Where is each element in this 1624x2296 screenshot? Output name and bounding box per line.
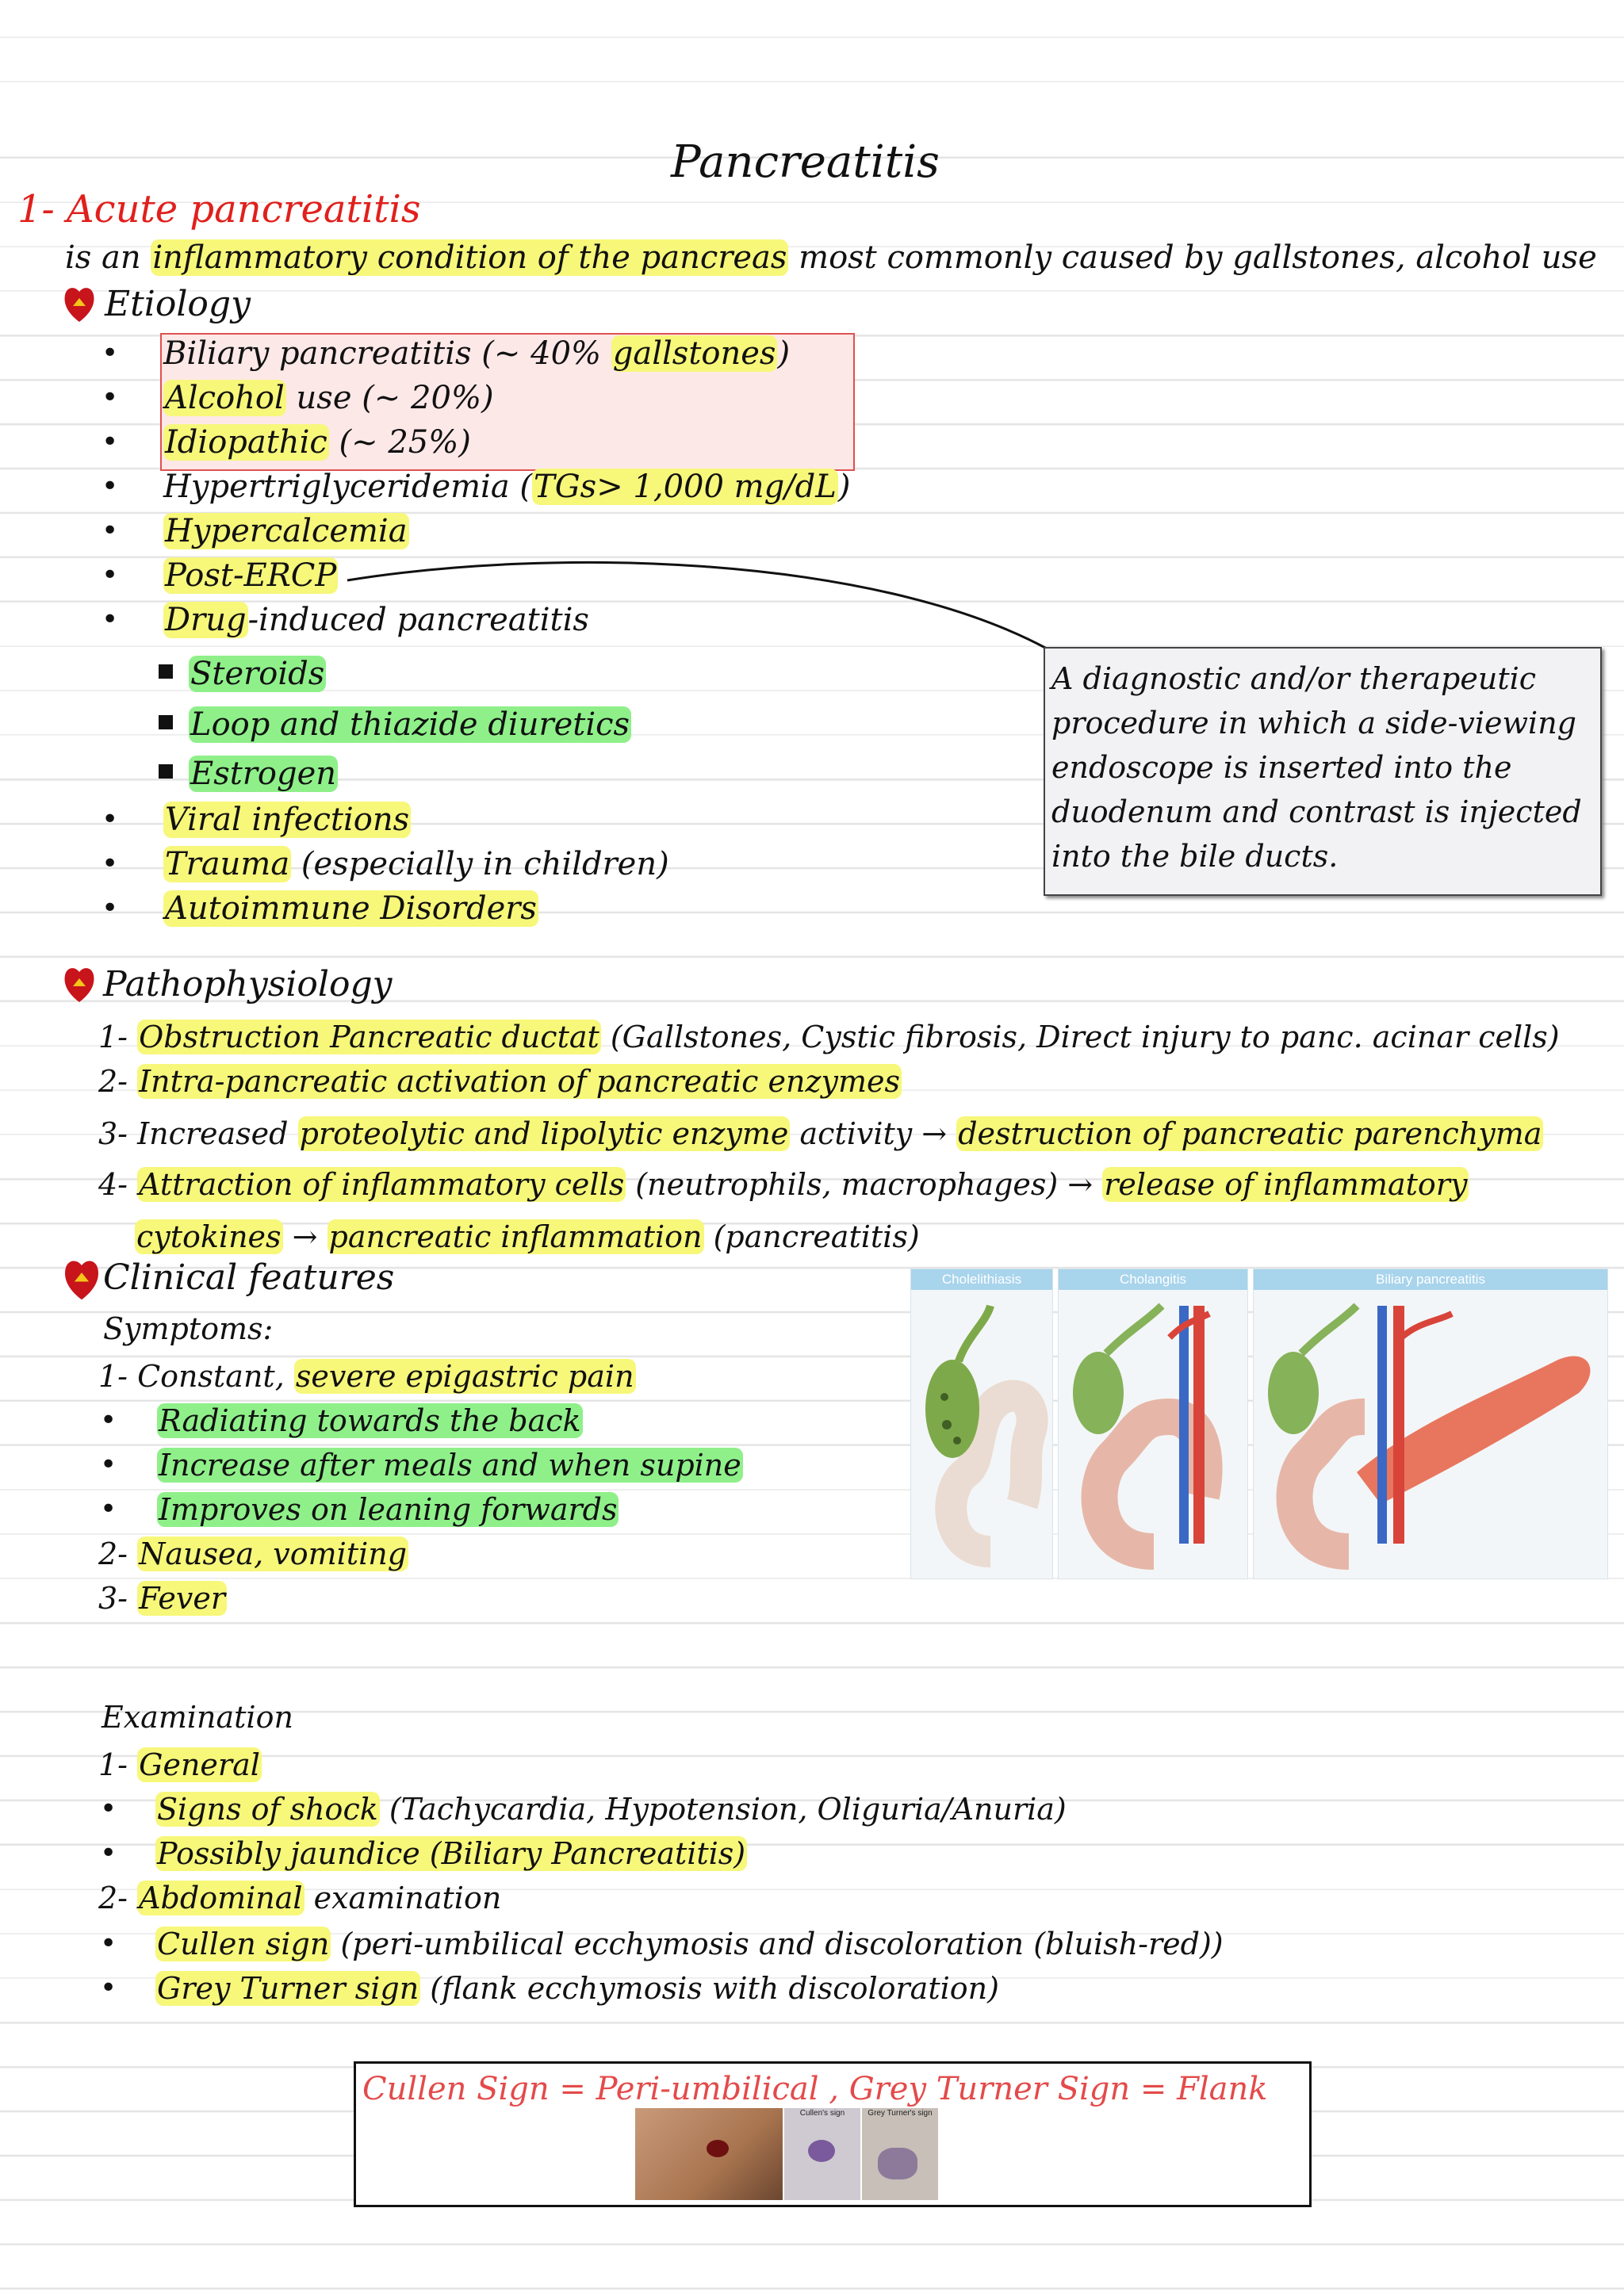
bullet: • [100,1793,117,1825]
connector-line [0,0,1624,714]
etiology-item-drug: Drug-induced pancreatitis [165,602,589,638]
bullet: • [100,1404,117,1437]
bullet: • [100,1448,117,1481]
figure-label: Cholangitis [1059,1269,1247,1290]
etiology-item-hypercalcemia: Hypercalcemia [165,513,408,549]
bullet: • [102,848,119,880]
exam-abdominal-item: Cullen sign (peri-umbilical ecchymosis and discoloration (bluish-red)) [157,1927,1224,1961]
symptoms-label: Symptoms: [103,1311,274,1346]
ercp-note-line: endoscope is inserted into the [1051,750,1512,785]
signs-box [354,2061,1312,2207]
figure-biliary-pancreatitis [1253,1269,1608,1579]
photo-grey-turners-sign [862,2108,938,2200]
bullet: • [102,603,119,636]
heart-icon [62,962,97,1004]
symptom-2: 2- Nausea, vomiting [98,1536,408,1571]
etiology-item-alcohol: Alcohol use (~ 20%) [165,380,494,416]
photo-cullens-sign [784,2108,860,2200]
intro-text: is an inflammatory condition of the pancreas most commonly caused by gallstones, alcohol use [65,239,1597,276]
bullet: • [102,515,119,547]
figure-cholelithiasis [910,1269,1053,1579]
exam-general: 1- General [98,1747,260,1782]
figure-label: Cholelithiasis [911,1269,1052,1290]
examination-label: Examination [102,1700,293,1735]
section-heading-acute: 1- Acute pancreatitis [17,187,421,232]
bullet: • [102,803,119,836]
symptom-1: 1- Constant, severe epigastric pain [98,1359,634,1394]
bullet: • [102,892,119,924]
photo-label: Cullen's sign [799,2109,845,2118]
signs-box-title: Cullen Sign = Peri-umbilical , Grey Turner Sign = Flank [362,2071,1268,2107]
ercp-note-box [1044,647,1602,896]
patho-line-4: 4- Attraction of inflammatory cells (neutrophils, macrophages) → release of inflammatory [98,1167,1468,1202]
exam-general-item: Signs of shock (Tachycardia, Hypotension, Oliguria/Anuria) [157,1792,1067,1827]
figure-cholangitis [1058,1269,1248,1579]
bullet: • [102,559,119,591]
clinical-features-heading: Clinical features [103,1257,395,1298]
etiology-item-viral: Viral infections [165,802,410,838]
page-title: Pancreatitis [671,136,940,188]
figure-label: Biliary pancreatitis [1254,1269,1607,1290]
drug-item-estrogen: Estrogen [190,756,337,792]
bullet: • [102,426,119,458]
ercp-note-line: into the bile ducts. [1051,839,1339,874]
bullet: • [102,381,119,414]
square-bullet [159,715,173,729]
bullet: • [100,1972,117,2004]
bullet: • [100,1837,117,1869]
patho-line-5: cytokines → pancreatic inflammation (pancreatitis) [136,1219,920,1254]
ercp-note-line: duodenum and contrast is injected [1051,794,1582,829]
photo-label: Grey Turner's sign [868,2109,933,2118]
etiology-item-post-ercp: Post-ERCP [165,557,337,594]
etiology-item-biliary: Biliary pancreatitis (~ 40% gallstones) [163,335,791,372]
patho-line-1: 1- Obstruction Pancreatic ductat (Gallstones, Cystic fibrosis, Direct injury to panc. acinar cells) [98,1020,1560,1054]
symptom-1-detail: Radiating towards the back [159,1403,581,1438]
exam-abdominal-item: Grey Turner sign (flank ecchymosis with discoloration) [157,1971,999,2006]
symptom-1-detail: Improves on leaning forwards [159,1492,618,1527]
etiology-heading: Etiology [105,284,251,324]
etiology-item-hypertriglyceridemia: Hypertriglyceridemia (TGs> 1,000 mg/dL) [163,469,851,505]
bullet: • [100,1927,117,1960]
ercp-note-line: A diagnostic and/or therapeutic [1051,661,1537,696]
patho-line-3: 3- Increased proteolytic and lipolytic enzyme activity → destruction of pancreatic parenchyma [98,1116,1542,1151]
drug-item-diuretics: Loop and thiazide diuretics [190,706,630,743]
bullet: • [102,337,119,369]
bullet: • [100,1493,117,1525]
etiology-item-trauma: Trauma (especially in children) [165,846,669,882]
etiology-item-idiopathic: Idiopathic (~ 25%) [165,424,471,461]
etiology-item-autoimmune: Autoimmune Disorders [165,890,537,927]
symptom-3: 3- Fever [98,1581,226,1616]
symptom-1-detail: Increase after meals and when supine [159,1448,741,1483]
pathophysiology-heading: Pathophysiology [103,964,393,1004]
exam-general-item: Possibly jaundice (Biliary Pancreatitis) [157,1836,746,1871]
heart-icon [62,1254,102,1302]
drug-item-steroids: Steroids [190,656,325,692]
patho-line-2: 2- Intra-pancreatic activation of pancreatic enzymes [98,1064,901,1099]
bullet: • [102,470,119,503]
exam-abdominal: 2- Abdominal examination [98,1881,502,1915]
square-bullet [159,764,173,779]
photo-abdomen [635,2108,783,2200]
ercp-note-line: procedure in which a side-viewing [1051,706,1576,740]
